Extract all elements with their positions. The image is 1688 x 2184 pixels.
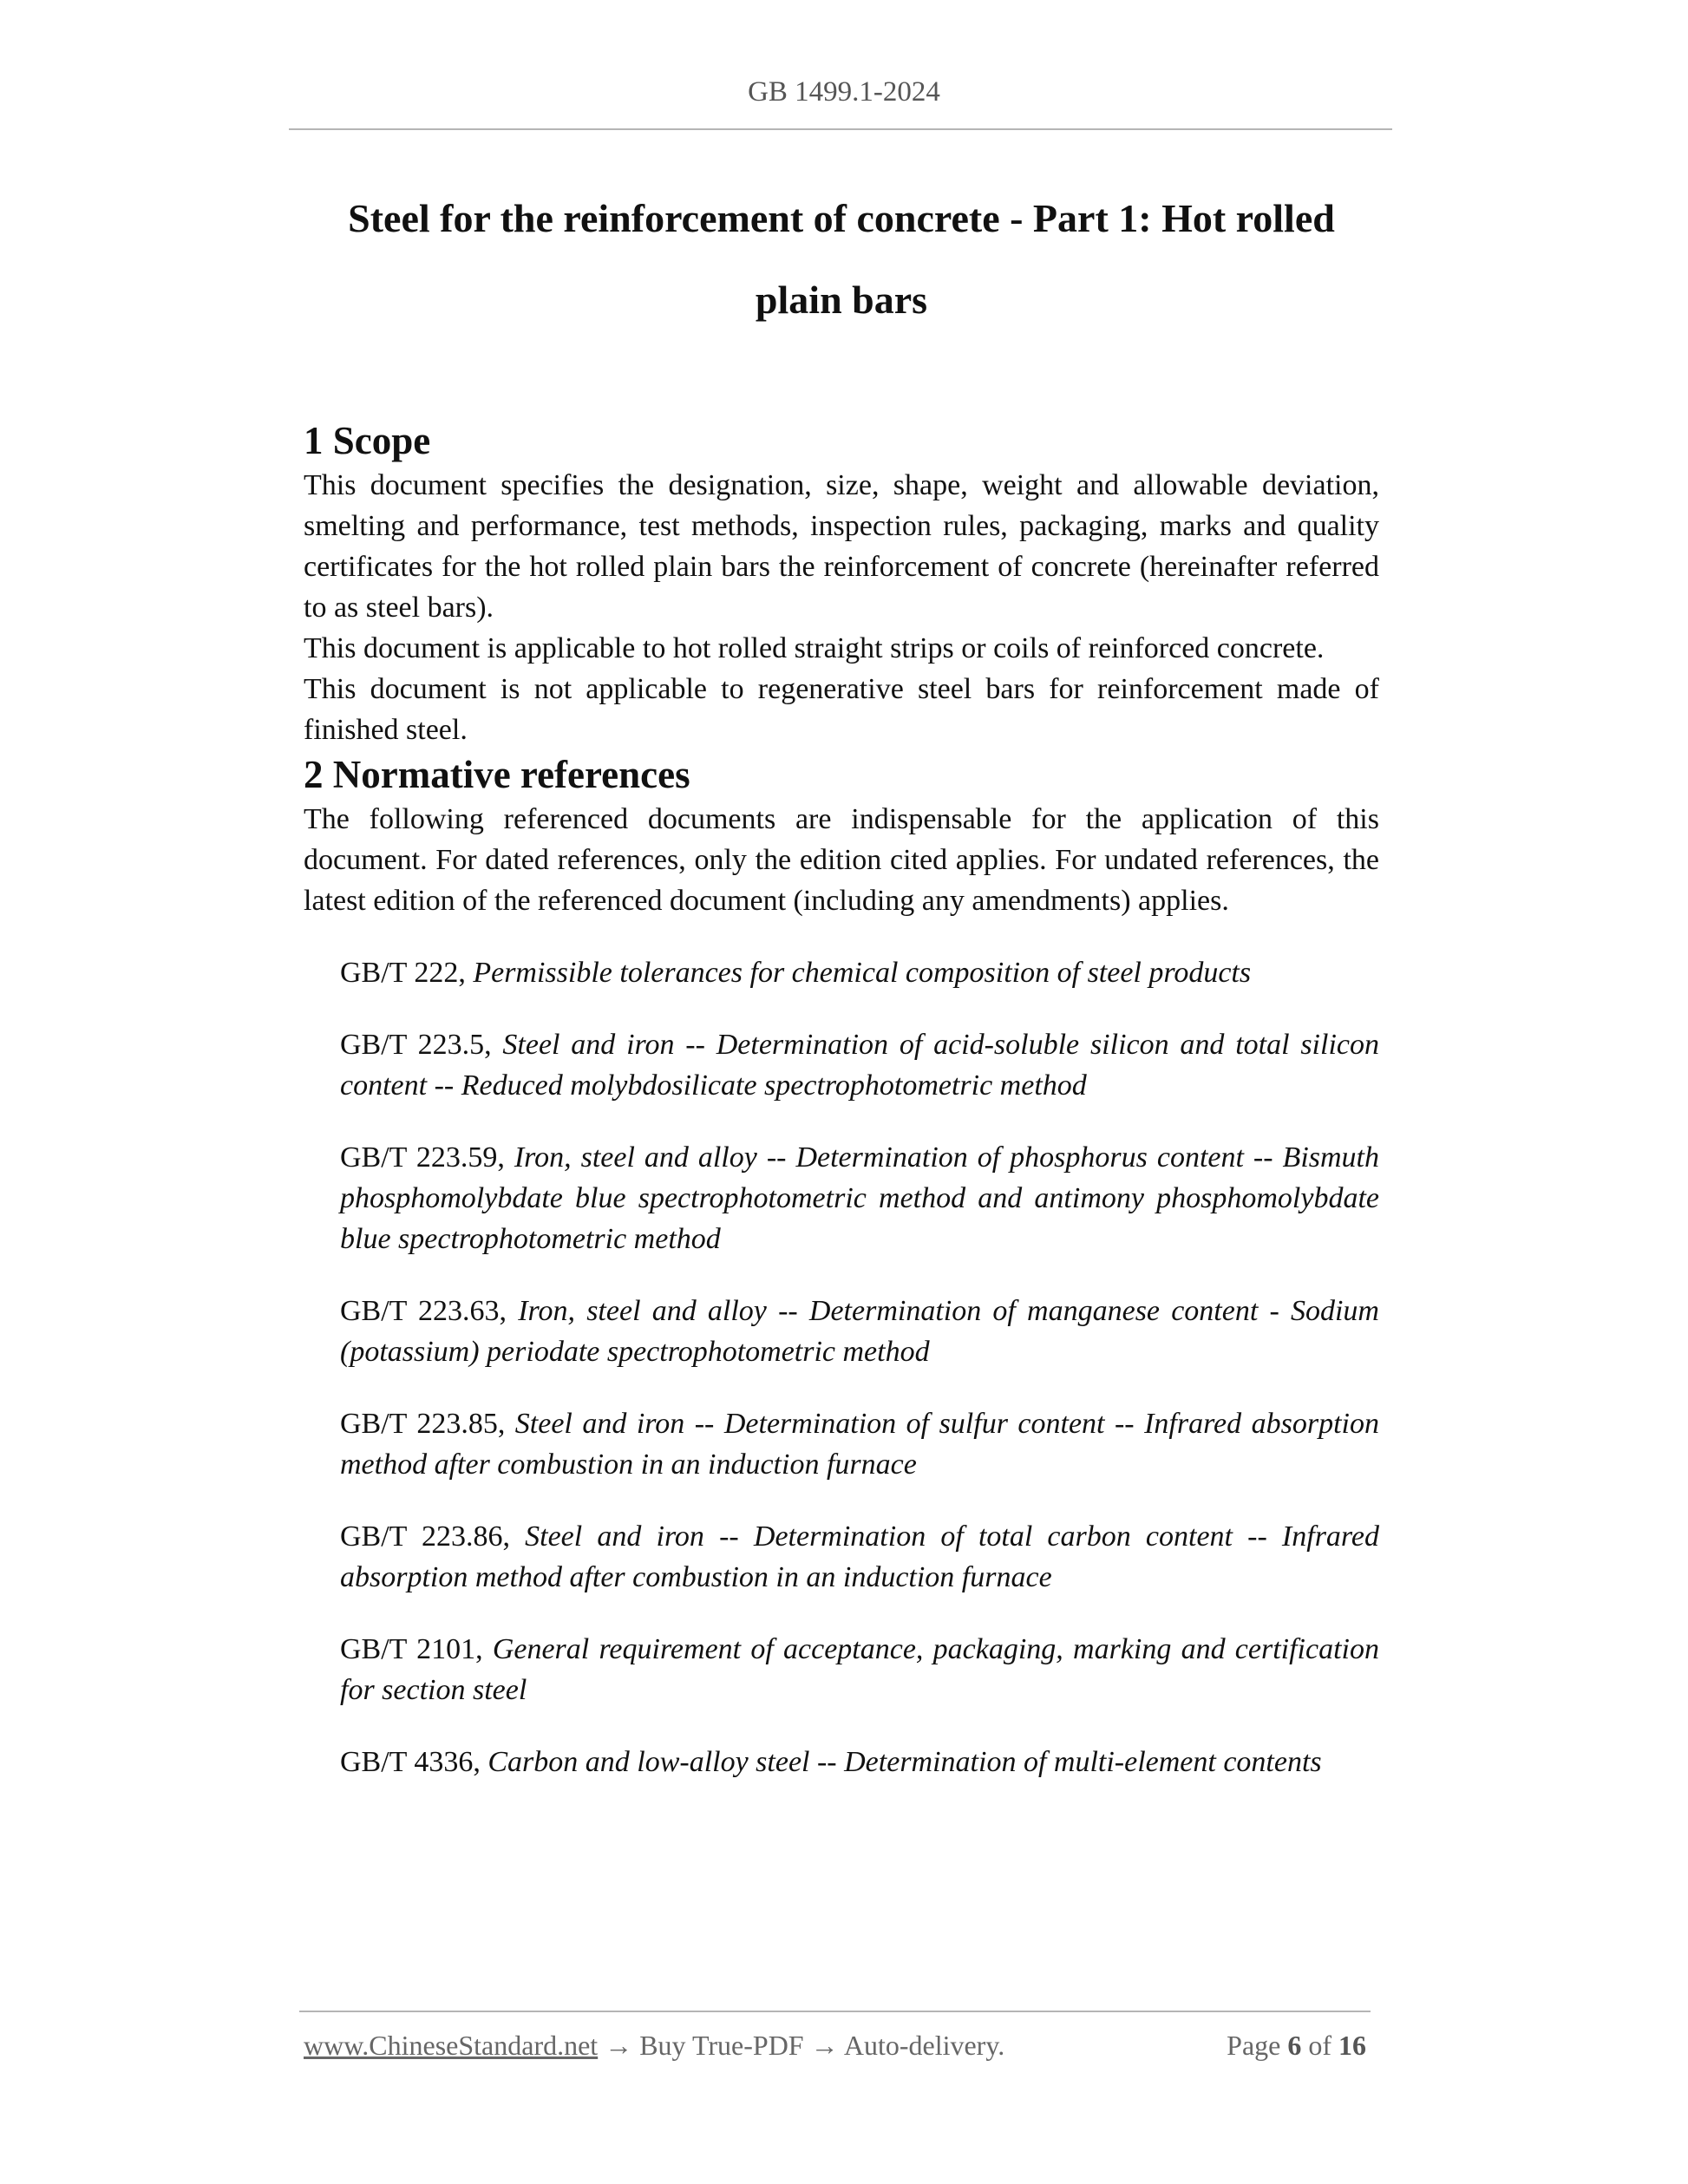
reference-item <box>340 1629 1379 1710</box>
reference-code: GB/T 223.86, <box>340 1520 526 1553</box>
section-heading-normative-references: 2 Normative references <box>304 753 690 796</box>
document-title-line-2: plain bars <box>755 278 928 322</box>
reference-title: Iron, steel and alloy -- Determination of manganese content - Sodium (potassium) periodate spectrophotometric method <box>340 1295 1379 1368</box>
section-heading-scope: 1 Scope <box>304 419 431 462</box>
footer-rule <box>299 2011 1371 2012</box>
reference-code: GB/T 223.59, <box>340 1141 514 1174</box>
reference-code: GB/T 4336, <box>340 1746 488 1778</box>
page-label: Page <box>1227 2030 1288 2061</box>
document-title <box>260 178 1423 341</box>
scope-paragraph-2: This document is applicable to hot rolled straight strips or coils of reinforced concrete. <box>304 632 1325 664</box>
reference-title: Carbon and low-alloy steel -- Determination of multi-element contents <box>487 1746 1322 1778</box>
website-link[interactable]: www.ChineseStandard.net <box>304 2030 599 2061</box>
reference-item <box>340 1137 1379 1259</box>
reference-title: Steel and iron -- Determination of total carbon content -- Infrared absorption method after combustion in an induction furnace <box>340 1520 1379 1593</box>
page-number <box>1227 2030 1366 2062</box>
reference-title: Permissible tolerances for chemical composition of steel products <box>473 957 1252 989</box>
reference-item <box>340 1742 1379 1782</box>
reference-code: GB/T 2101, <box>340 1633 493 1665</box>
footer-left <box>304 2030 1004 2062</box>
header-rule <box>289 128 1392 130</box>
running-header: GB 1499.1-2024 <box>748 76 940 108</box>
page-total: 16 <box>1338 2030 1366 2061</box>
reference-item <box>340 1516 1379 1598</box>
reference-code: GB/T 223.85, <box>340 1408 515 1440</box>
document-title-line-1: Steel for the reinforcement of concrete - Part 1: Hot rolled <box>348 196 1335 240</box>
reference-item <box>340 1291 1379 1372</box>
reference-list <box>304 952 1379 1782</box>
document-body <box>304 416 1379 1782</box>
reference-title: General requirement of acceptance, packaging, marking and certification for section steel <box>340 1633 1379 1706</box>
reference-code: GB/T 223.5, <box>340 1029 503 1061</box>
scope-paragraph-1: This document specifies the designation, size, shape, weight and allowable deviation, smelting and performance, test methods, inspection rules, packaging, marks and quality certificates for the hot rolled plain bars the reinforcement of concrete (hereinafter referred to as steel bars). <box>304 469 1379 624</box>
scope-paragraph-3: This document is not applicable to regenerative steel bars for reinforcement made of finished steel. <box>304 673 1379 746</box>
page-of-label: of <box>1301 2030 1338 2061</box>
reference-title: Steel and iron -- Determination of acid-soluble silicon and total silicon content -- Reduced molybdosilicate spectrophotometric method <box>340 1029 1379 1102</box>
reference-item <box>340 952 1379 993</box>
footer-tagline: → Buy True-PDF → Auto-delivery. <box>598 2030 1005 2061</box>
reference-code: GB/T 223.63, <box>340 1295 519 1327</box>
normative-intro-paragraph: The following referenced documents are indispensable for the application of this document. For dated references, only the edition cited applies. For undated references, the latest edition of the referenced document (including any amendments) applies. <box>304 803 1379 917</box>
page-footer <box>304 2030 1366 2062</box>
reference-title: Steel and iron -- Determination of sulfur content -- Infrared absorption method after combustion in an induction furnace <box>340 1408 1379 1481</box>
reference-item <box>340 1403 1379 1485</box>
page-current: 6 <box>1287 2030 1302 2061</box>
reference-title: Iron, steel and alloy -- Determination of phosphorus content -- Bismuth phosphomolybdate blue spectrophotometric method and antimony phosphomolybdate blue spectrophotometric method <box>340 1141 1379 1255</box>
reference-item <box>340 1024 1379 1106</box>
reference-code: GB/T 222, <box>340 957 474 989</box>
